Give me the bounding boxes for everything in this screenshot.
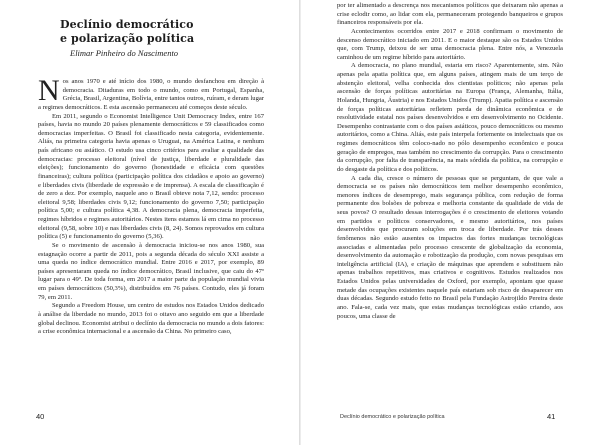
- article-title: [60, 18, 260, 46]
- drop-cap: N: [38, 74, 60, 107]
- left-body-text: [38, 74, 264, 337]
- title-line-1: Declínio democrático: [60, 18, 194, 31]
- article-author: Elimar Pinheiro do Nascimento: [70, 48, 179, 58]
- title-line-2: e polarização política: [60, 32, 195, 45]
- paragraph: Em 2011, segundo o Economist Intelligence Unit Democracy Index, entre 167 países, havia no mundo 20 países plenamente democráticos e 59 classificados como democracias imperfeitas. O Brasil foi classificado nesta categoria, evidentemente. Aliás, na primeira categoria havia apenas o Uruguai, na América Latina, e nenhum país africano ou asiático. O estudo usa cinco critérios para avaliar a qualidade das democracias: processo eleitoral (nível de justiça, liberdade e pluralidade das eleições); funcionamento do governo (honestidade e eficácia com questões financeiras); cultura política (participação política dos cidadãos e apoio ao governo) e liberdades civis (liberdade de expressão e de imprensa). A escala de classificação é de zero a dez. Por exemplo, naquele ano o Brasil obteve nota 7,12, sendo: processo eleitoral 9,58; liberdades civis 9,12; funcionamento do governo 7,50; participação política 5,00; e cultura política 4,38. A democracia plena, democracia imperfeita, regimes híbridos e regimes autoritários. Nestes itens estamos lá em cima no processo eleitoral (9,58, sobre 10) e nas liberdades civis (8, 24). Somos reprovados em cultura política (5) e funcionamento do governo (5,36).: [38, 112, 264, 241]
- right-body-text: [337, 2, 563, 321]
- paragraph: por ter alimentado a descrença nos mecanismos políticos que deixaram não apenas a crise eclodir como, ao lidar com ela, permaneceram protegendo banqueiros e grupos financeiros responsáveis por ela.: [337, 2, 563, 27]
- paragraph: A democracia, no plano mundial, estaria em risco? Aparentemente, sim. Não apenas pela apatia política que, em alguns países, atingem mais de um terço de abstenção eleitoral, velha conhecida dos cientistas políticos; não apenas pela ascensão de forças políticas autoritárias na Europa (França, Alemanha, Itália, Holanda, Hungria, Áustria) e nos Estados Unidos (Trump). Apatia política e ascensão de forças políticas autoritárias refletem perda de dinâmica econômica e de resolutividade estatal nos países desenvolvidos e em desenvolvimento no Ocidente. Desempenho contrastante com o dos países asiáticos, pouco democráticos ou mesmo autoritários, como a China. Aliás, este país interpela fortemente os intelectuais que os regimes democráticos têm coloco-nado no pólo desempenho econômico e pouca geração de empregos, mas também no crescimento da corrupção. Para o crescimento da corrupção, por falta de transparência, na mais sórdida da política, na corrupção e do desgaste da política e dos políticos.: [337, 62, 563, 173]
- page-number-right: 41: [547, 412, 556, 421]
- running-title: Declínio democrático e polarização política: [340, 414, 445, 420]
- left-page: [0, 0, 299, 445]
- paragraph: A cada dia, cresce o número de pessoas que se perguntam, de que vale a democracia se os países não democráticos tem melhor desempenho econômico, menores índices de desemprego, mais segurança pública, com redução de forma permanente dos bolsões de pobreza e melhoria constante da qualidade de vida de seus povos? O resultado dessas interrogações é o crescimento de eleitores votando em partidos e políticos conservadores, e mesmo autoritários, nos países desenvolvidos que procuram soluções em troca de liberdade. Por trás desses fenômenos não estão ausentes os impactos das fortes mudanças tecnológicas associadas e alimentadas pelo processo crescente de globalização da economia, desenvolvimento da automação e robotização da produção, com novas pesquisas em inteligência artificial (IA), e criação de máquinas que aprendem e substituem não apenas trabalhos repetitivos, mas criativos e cognitivos. Estudos realizados nos Estados Unidos pelas universidades de Oxford, por exemplo, apontam que quase metade das ocupações existentes naquele país estariam sob risco de desaparecer em duas décadas. Segundo estudo feito no Brasil pela Fundação Astrojildo Pereira deste ano. Fala-se, cada vez mais, que estas mudanças tecnológicas estão criando, aos poucos, uma classe de: [337, 174, 563, 320]
- paragraph: Acontecimentos ocorridos entre 2017 e 2018 confirmam o movimento de descenso democrático iniciado em 2011. E o maior destaque são os Estados Unidos que, com Trump, deixou de ser uma democracia plena. Entre nós, a Venezuela caminhou de um regime híbrido para autoritário.: [337, 27, 563, 61]
- paragraph: Se o movimento de ascensão à democracia iniciou-se nos anos 1980, sua estagnação ocorre a partir de 2011, pois a segunda década do século XXI assiste a uma queda no índice democrático mundial. Entre 2016 e 2017, por exemplo, 89 países apresentaram queda no índice democrático, Brasil inclusive, que caiu do 47º lugar para o 49º. De toda forma, em 2017 a maior parte da população mundial vivia em países democráticos (50,3%), distribuídos em 76 países. Contudo, eles já foram 79, em 2011.: [38, 241, 264, 301]
- paragraph: Nos anos 1970 e até início dos 1980, o mundo desfanchou em direção à democracia. Ditaduras em todo o mundo, como em Portugal, Espanha, Grécia, Brasil, Argentina, Bolívia, entre tantos outros, ruíram, e deram lugar a regimes democráticos. E esta ascensão permaneceu até começos deste século.: [38, 74, 264, 111]
- page-number-left: 40: [36, 412, 45, 421]
- paragraph: Segundo a Freedom House, um centro de estudos nos Estados Unidos dedicado à análise da liberdade no mundo, 2013 foi o oitavo ano seguido em que a liberdade global declinou. Economist atribui o declínio da democracia no mundo a dois fatores: a crise econômica internacional e a ascensão da China. No primeiro caso,: [38, 302, 264, 336]
